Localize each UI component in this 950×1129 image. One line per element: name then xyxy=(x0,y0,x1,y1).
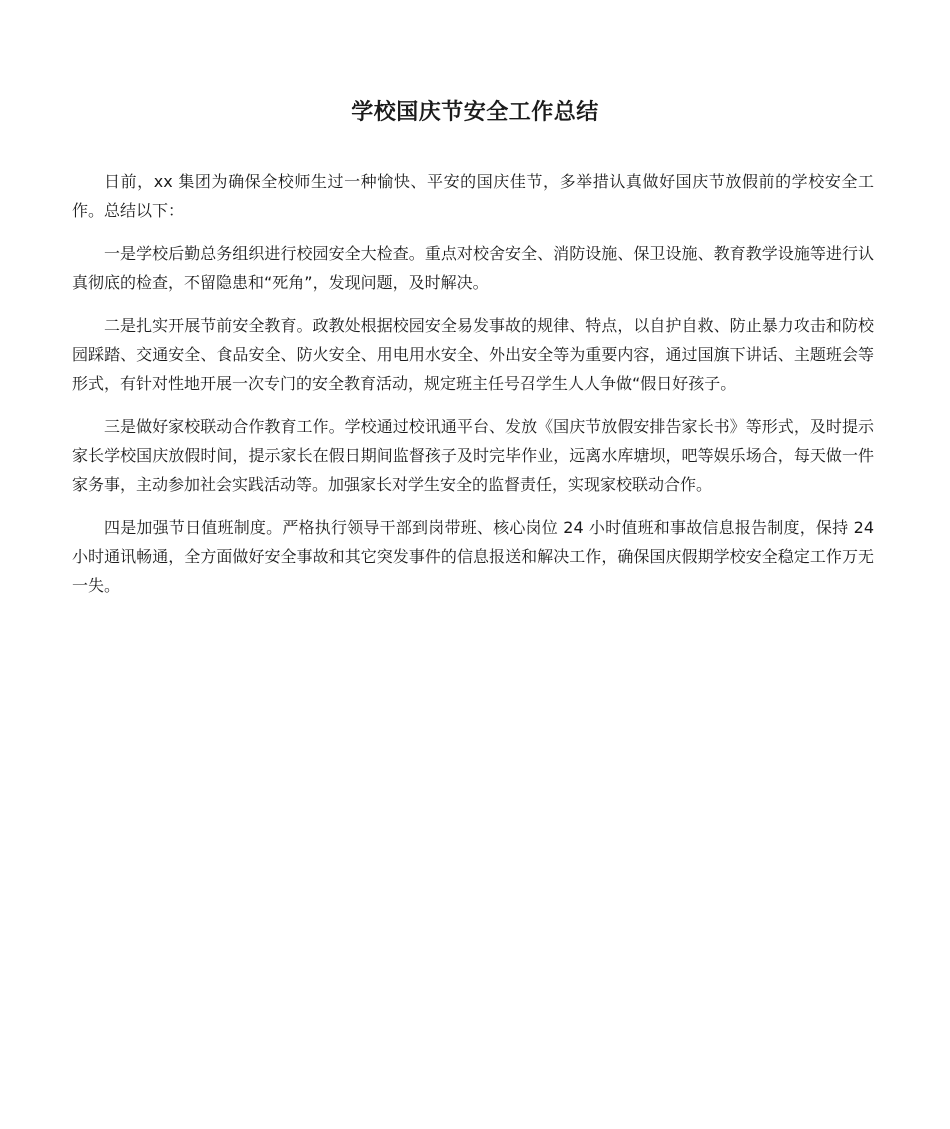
paragraph-item-4: 四是加强节日值班制度。严格执行领导干部到岗带班、核心岗位 24 小时值班和事故信息报告制度，保持 24 小时通讯畅通，全方面做好安全事故和其它突发事件的信息报送和解决工作，确保国庆假期学校安全稳定工作万无一失。 xyxy=(72,518,874,595)
paragraph-item-1: 一是学校后勤总务组织进行校园安全大检查。重点对校舍安全、消防设施、保卫设施、教育教学设施等进行认真彻底的检查，不留隐患和“死角”，发现问题，及时解决。 xyxy=(72,244,874,292)
document-body xyxy=(72,167,874,614)
document-title: 学校国庆节安全工作总结 xyxy=(351,100,599,125)
paragraph-intro: 日前，xx 集团为确保全校师生过一种愉快、平安的国庆佳节，多举措认真做好国庆节放假前的学校安全工作。总结以下： xyxy=(72,172,874,220)
paragraph-item-3: 三是做好家校联动合作教育工作。学校通过校讯通平台、发放《国庆节放假安排告家长书》等形式，及时提示家长学校国庆放假时间，提示家长在假日期间监督孩子及时完毕作业，远离水库塘坝，吧等娱乐场合，每天做一件家务事，主动参加社会实践活动等。加强家长对学生安全的监督责任，实现家校联动合作。 xyxy=(72,417,874,494)
paragraph-item-2: 二是扎实开展节前安全教育。政教处根据校园安全易发事故的规律、特点，以自护自救、防止暴力攻击和防校园踩踏、交通安全、食品安全、防火安全、用电用水安全、外出安全等为重要内容，通过国旗下讲话、主题班会等形式，有针对性地开展一次专门的安全教育活动，规定班主任号召学生人人争做“假日好孩子。 xyxy=(72,316,874,393)
